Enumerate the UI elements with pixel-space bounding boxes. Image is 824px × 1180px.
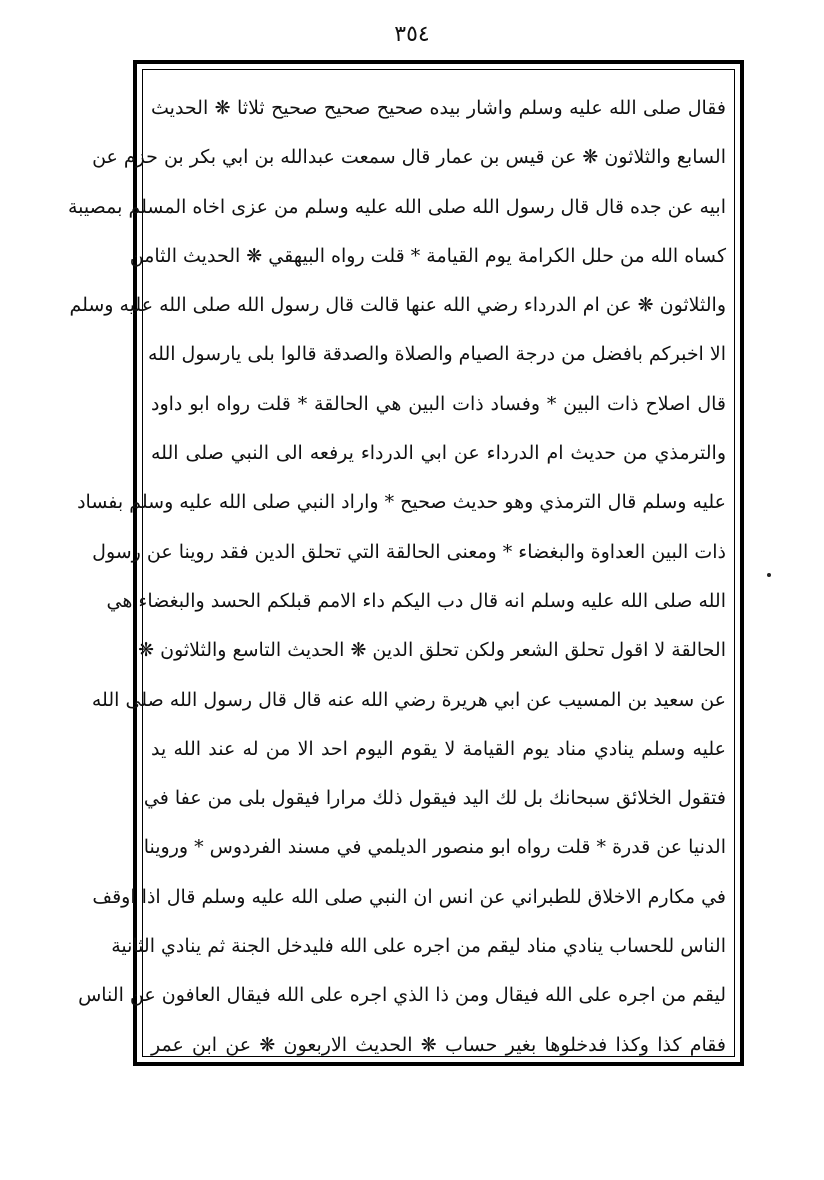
text-line-2: السابع والثلاثون ❋ عن قيس بن عمار قال سمعت عبدالله بن ابي بكر بن حزم عن [92,146,726,169]
text-line-10: ذات البين العداوة والبغضاء * ومعنى الحالقة التي تحلق الدين فقد روينا عن رسول [92,540,726,563]
page-frame [68,60,744,1066]
text-line-11: الله صلى الله عليه وسلم انه قال دب اليكم داء الامم قبلكم الحسد والبغضاء هي [106,589,726,612]
text-line-9: عليه وسلم قال الترمذي وهو حديث صحيح * واراد النبي صلى الله عليه وسلم بفساد [77,491,726,514]
text-line-14: عليه وسلم ينادي مناد يوم القيامة لا يقوم اليوم احد الا من له عند الله يد [151,737,726,760]
text-line-20: فقام كذا وكذا فدخلوها بغير حساب ❋ الحديث الاربعون ❋ عن ابن عمر [151,1033,726,1056]
text-line-12: الحالقة لا اقول تحلق الشعر ولكن تحلق الدين ❋ الحديث التاسع والثلاثون ❋ [138,639,726,662]
margin-dot [767,573,771,577]
text-line-17: في مكارم الاخلاق للطبراني عن انس ان النبي صلى الله عليه وسلم قال اذا اوقف [92,885,726,908]
text-line-4: كساه الله من حلل الكرامة يوم القيامة * قلت رواه البيهقي ❋ الحديث الثامن [129,244,726,267]
body-text [68,84,726,1070]
text-line-16: الدنيا عن قدرة * قلت رواه ابو منصور الديلمي في مسند الفردوس * وروينا [143,836,726,859]
page-number: ٣٥٤ [394,22,430,47]
text-line-15: فتقول الخلائق سبحانك بل لك اليد فيقول ذلك مرارا فيقول بلى من عفا في [143,787,726,810]
text-line-7: قال اصلاح ذات البين * وفساد ذات البين هي الحالقة * قلت رواه ابو داود [151,392,726,415]
text-line-5: والثلاثون ❋ عن ام الدرداء رضي الله عنها قالت قال رسول الله صلى الله عليه وسلم [69,294,726,317]
text-line-3: ابيه عن جده قال قال رسول الله صلى الله عليه وسلم من عزى اخاه المسلم بمصيبة [68,195,726,218]
text-line-18: الناس للحساب ينادي مناد ليقم من اجره على الله فليدخل الجنة ثم ينادي الثانية [111,935,726,958]
text-line-8: والترمذي من حديث ام الدرداء عن ابي الدرداء يرفعه الى النبي صلى الله [151,442,726,465]
text-line-1: فقال صلى الله عليه وسلم واشار بيده صحيح صحيح صحيح ثلاثا ❋ الحديث [151,97,726,119]
text-line-6: الا اخبركم بافضل من درجة الصيام والصلاة والصدقة قالوا بلى يارسول الله [147,343,726,366]
text-line-19: ليقم من اجره على الله فيقال ومن ذا الذي اجره على الله فيقال العافون عن الناس [78,984,726,1007]
text-line-13: عن سعيد بن المسيب عن ابي هريرة رضي الله عنه قال قال رسول الله صلى الله [91,688,726,711]
